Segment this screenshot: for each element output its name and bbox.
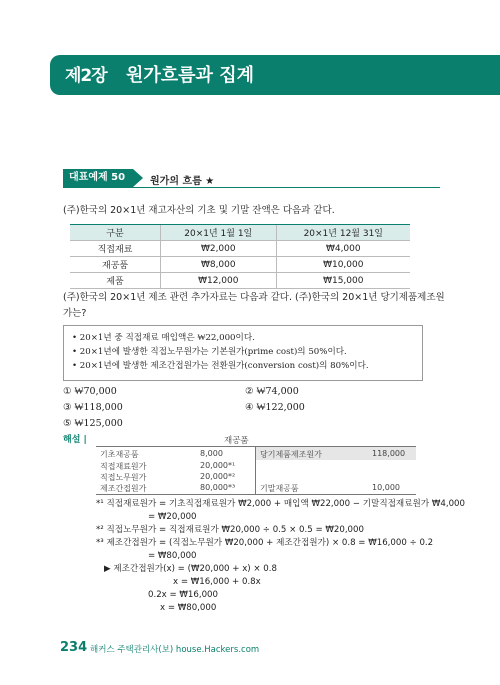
table-cell: ₩8,000 bbox=[161, 257, 277, 273]
t-left-value: 80,000*³ bbox=[200, 483, 236, 492]
option-4[interactable]: ④ ₩122,000 bbox=[245, 402, 305, 413]
table-header-cell: 20×1년 12월 31일 bbox=[276, 225, 410, 241]
inventory-table bbox=[70, 224, 410, 289]
section-divider bbox=[63, 187, 440, 188]
solution-note: = ₩20,000 bbox=[148, 512, 197, 522]
option-2[interactable]: ② ₩74,000 bbox=[245, 386, 299, 397]
chapter-title: 원가흐름과 집계 bbox=[126, 65, 254, 86]
question-1: (주)한국의 20×1년 재고자산의 기초 및 기말 잔액은 다음과 같다. bbox=[63, 205, 335, 216]
table-row bbox=[70, 273, 410, 289]
table-cell: 직접재료 bbox=[70, 241, 161, 257]
option-3[interactable]: ③ ₩118,000 bbox=[63, 402, 123, 413]
info-line: • 20×1년에 발생한 직접노무원가는 기본원가(prime cost)의 50%이다. bbox=[72, 347, 347, 357]
solution-note: x = ₩80,000 bbox=[160, 603, 217, 613]
chapter-number: 제2장 bbox=[65, 66, 107, 86]
t-account-title: 재공품 bbox=[224, 436, 249, 446]
table-cell: 재공품 bbox=[70, 257, 161, 273]
t-right-label: 기말재공품 bbox=[260, 484, 299, 493]
table-header-row bbox=[70, 225, 410, 241]
table-cell: ₩15,000 bbox=[276, 273, 410, 289]
info-line: • 20×1년에 발생한 제조간접원가는 전환원가(conversion cost)의 80%이다. bbox=[72, 361, 369, 371]
table-header-cell: 구분 bbox=[70, 225, 161, 241]
t-right-value: 118,000 bbox=[372, 449, 406, 458]
option-1[interactable]: ① ₩70,000 bbox=[63, 386, 117, 397]
footer-text: 해커스 주택관리사(보) house.Hackers.com bbox=[90, 645, 260, 655]
table-cell: ₩4,000 bbox=[276, 241, 410, 257]
t-account-bottom-line bbox=[96, 494, 416, 495]
solution-note: *³ 제조간접원가 = (직접노무원가 ₩20,000 + 제조간접원가) × 0.8 = ₩16,000 ÷ 0.2 bbox=[96, 538, 434, 548]
chapter-banner bbox=[50, 55, 500, 95]
table-row bbox=[70, 241, 410, 257]
t-right-value: 10,000 bbox=[372, 483, 400, 492]
question-2-line-2: 가는? bbox=[63, 308, 87, 319]
info-box bbox=[63, 325, 423, 381]
section-tag: 대표예제 50 bbox=[63, 169, 133, 187]
t-left-value: 20,000*¹ bbox=[200, 461, 236, 470]
table-cell: ₩2,000 bbox=[161, 241, 277, 257]
solution-note: *¹ 직접재료원가 = 기초직접재료원가 ₩2,000 + 매입액 ₩22,000 − 기말직접재료원가 ₩4,000 bbox=[96, 499, 465, 509]
solution-note: *² 직접노무원가 = 직접재료원가 ₩20,000 ÷ 0.5 × 0.5 = ₩20,000 bbox=[96, 525, 364, 535]
table-cell: ₩10,000 bbox=[276, 257, 410, 273]
page-number: 234 bbox=[60, 640, 88, 655]
solution-note: = ₩80,000 bbox=[148, 551, 197, 561]
table-cell: ₩12,000 bbox=[161, 273, 277, 289]
info-line: • 20×1년 중 직접재료 매입액은 ₩22,000이다. bbox=[72, 333, 255, 343]
solution-note: x = ₩16,000 + 0.8x bbox=[173, 577, 261, 587]
t-left-label: 기초재공품 bbox=[100, 450, 139, 459]
section-tag-arrow-icon bbox=[133, 169, 143, 187]
t-left-label: 직접노무원가 bbox=[100, 473, 147, 482]
t-left-label: 직접재료원가 bbox=[100, 462, 147, 471]
table-row bbox=[70, 257, 410, 273]
table-header-cell: 20×1년 1월 1일 bbox=[161, 225, 277, 241]
solution-note: ▶ 제조간접원가(x) = (₩20,000 + x) × 0.8 bbox=[104, 564, 277, 574]
table-cell: 제품 bbox=[70, 273, 161, 289]
section-title: 원가의 흐름 ★ bbox=[150, 176, 215, 187]
solution-note: 0.2x = ₩16,000 bbox=[148, 590, 218, 600]
question-2-line-1: (주)한국의 20×1년 제조 관련 추가자료는 다음과 같다. (주)한국의 20×1년 당기제품제조원 bbox=[63, 292, 445, 303]
t-left-value: 8,000 bbox=[200, 449, 223, 458]
option-5[interactable]: ⑤ ₩125,000 bbox=[63, 418, 123, 429]
t-left-label: 제조간접원가 bbox=[100, 484, 147, 493]
t-right-label: 당기제품제조원가 bbox=[260, 450, 322, 459]
t-left-value: 20,000*² bbox=[200, 472, 236, 481]
solution-tag: 해설 | bbox=[63, 435, 87, 445]
